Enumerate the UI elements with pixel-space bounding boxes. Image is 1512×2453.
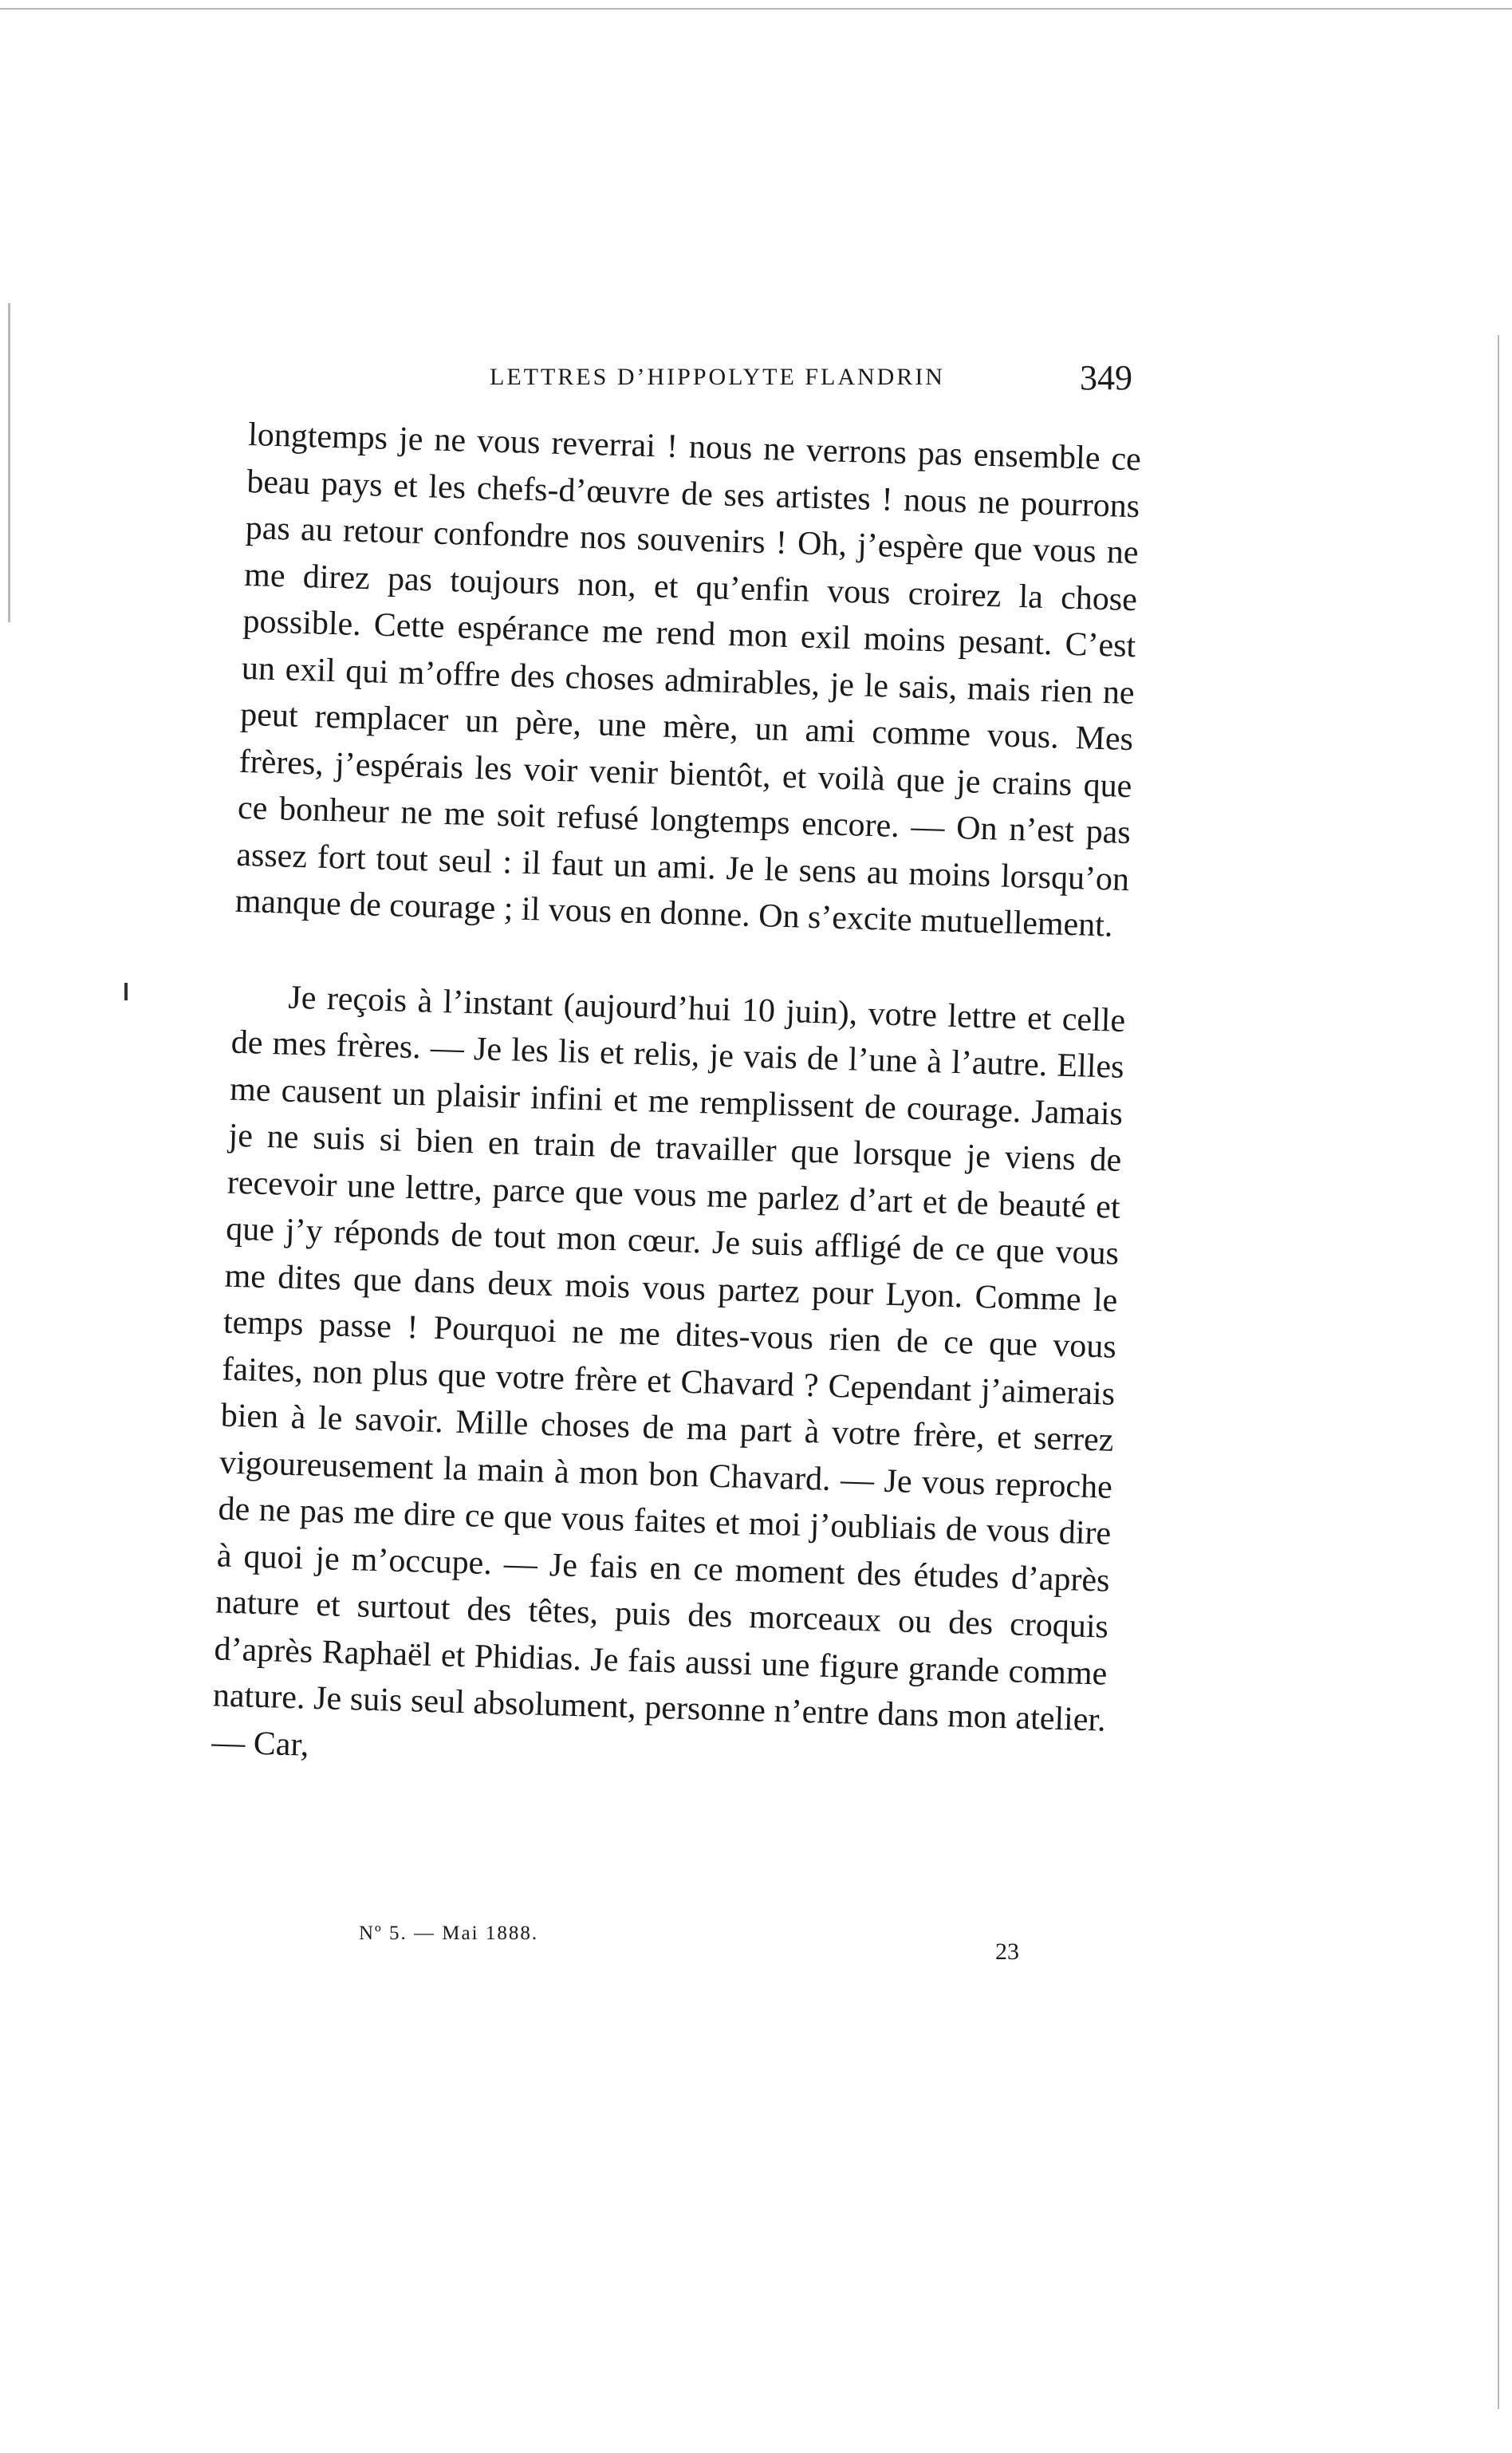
paragraph: longtemps je ne vous reverrai ! nous ne verrons pas ensemble ce beau pays et les chefs-d’œuvre de ses artistes ! nous ne pourrons pas au retour confondre nos souvenirs ! Oh, j’espère que vous ne me direz pas toujours non, et qu’enfin vous croirez la chose possible. Cette espérance me rend mon exil moins pesant. C’est un exil qui m’offre des choses admirables, je le sais, mais rien ne peut remplacer un père, une mère, un ami comme vous. Mes frères, j’espérais les voir venir bientôt, et voilà que je crains que ce bonheur ne me soit refusé longtemps encore. — On n’est pas assez fort tout seul : il faut un ami. Je le sens au moins lorsqu’on manque de courage ; il vous en donne. On s’excite mutuellement. (234, 416, 1142, 945)
page-edge-top (0, 8, 1512, 10)
paragraph: Je reçois à l’instant (aujourd’hui 10 juin), votre lettre et celle de mes frères. — Je les lis et relis, je vais de l’une à l’autre. Elles me causent un plaisir infini et me remplissent de courage. Jamais je ne suis si bien en train de travailler que lorsque je viens de recevoir une lettre, parce que vous me parlez d’art et de beauté et que j’y réponds de tout mon cœur. Je suis affligé de ce que vous me dites que dans deux mois vous partez pour Lyon. Comme le temps passe ! Pourquoi ne me dites-vous rien de ce que vous faites, non plus que votre frère et Chavard ? Cependant j’aimerais bien à le savoir. Mille choses de ma part à votre frère, et serrez vigoureusement la main à mon bon Chavard. — Je vous reproche de ne pas me dire ce que vous faites et moi j’oubliais de vous dire à quoi je m’occupe. — Je fais en ce moment des études d’après nature et surtout des têtes, puis des morceaux ou des croquis d’après Raphaël et Phidias. Je fais aussi une figure grande comme nature. Je suis seul absolument, personne n’entre dans mon atelier. — Car, (211, 979, 1126, 1764)
page-header (287, 357, 1156, 405)
letter-body (211, 412, 1142, 1791)
margin-mark (124, 983, 128, 1000)
page-footer (239, 1923, 1132, 1986)
page-number: 349 (1080, 358, 1132, 397)
issue-info: Nº 5. — Mai 1888. (359, 1923, 539, 1944)
page-edge-left (8, 303, 10, 622)
running-title: LETTRES D’HIPPOLYTE FLANDRIN (490, 364, 945, 390)
signature-mark: 23 (995, 1938, 1019, 1965)
page-edge-right (1498, 335, 1499, 2409)
